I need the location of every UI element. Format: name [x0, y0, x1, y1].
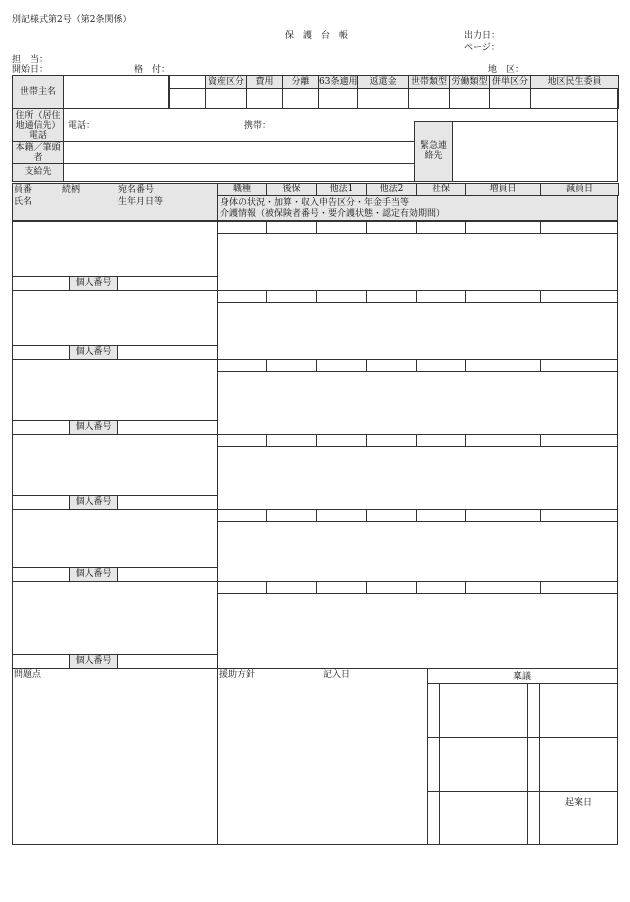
- member-detail-field[interactable]: [218, 303, 617, 358]
- member-cell[interactable]: [316, 581, 366, 593]
- household-head-label: 世帯主名: [12, 75, 64, 109]
- emergency-contact-label: 緊急連絡先: [414, 121, 453, 182]
- member-info-field[interactable]: [13, 360, 216, 419]
- member-detail-field[interactable]: [218, 372, 617, 433]
- member-cell[interactable]: [366, 434, 416, 446]
- member-cell[interactable]: [540, 221, 618, 233]
- personal-number-field[interactable]: [118, 496, 217, 509]
- household-column-header: 資産区分: [205, 75, 247, 89]
- member-cell[interactable]: [465, 221, 540, 233]
- personal-number-field[interactable]: [118, 568, 217, 581]
- emergency-contact-field[interactable]: [452, 121, 618, 182]
- household-column-value[interactable]: [489, 88, 531, 109]
- entry-date-label: 記入日: [323, 670, 351, 680]
- household-column-header: 地区民生委員: [530, 75, 619, 89]
- member-cell[interactable]: [366, 359, 416, 371]
- member-cell[interactable]: [266, 290, 316, 302]
- member-info-field[interactable]: [13, 582, 216, 653]
- member-no-label: 員番: [14, 185, 33, 195]
- member-column-header: 増員日: [465, 183, 541, 196]
- member-detail-field[interactable]: [218, 447, 617, 508]
- member-cell[interactable]: [465, 359, 540, 371]
- member-cell[interactable]: [366, 221, 416, 233]
- payment-label: 支給先: [12, 163, 64, 182]
- personal-number-label: 個人番号: [70, 655, 117, 668]
- relation-label: 続柄: [62, 185, 81, 195]
- start-date-label: 開始日：: [12, 65, 49, 75]
- draft-date-label: 起案日: [565, 798, 593, 808]
- member-column-header: 減員日: [540, 183, 619, 196]
- member-cell[interactable]: [366, 509, 416, 521]
- member-cell[interactable]: [266, 359, 316, 371]
- member-cell[interactable]: [316, 290, 366, 302]
- member-cell[interactable]: [540, 581, 618, 593]
- personal-number-label: 個人番号: [70, 568, 117, 581]
- household-column-header: 世帯類型: [408, 75, 450, 89]
- household-column-value[interactable]: [205, 88, 247, 109]
- member-cell[interactable]: [366, 290, 416, 302]
- member-cell[interactable]: [217, 290, 266, 302]
- household-column-value[interactable]: [318, 88, 358, 109]
- member-cell[interactable]: [465, 434, 540, 446]
- member-cell[interactable]: [540, 434, 618, 446]
- address-field[interactable]: [63, 108, 415, 142]
- personal-number-label: 個人番号: [70, 346, 117, 359]
- household-column-header: 分離: [282, 75, 319, 89]
- member-cell[interactable]: [540, 359, 618, 371]
- output-date-label: 出力日：: [464, 31, 501, 41]
- member-column-header: 他法2: [366, 183, 417, 196]
- member-cell[interactable]: [540, 290, 618, 302]
- member-cell[interactable]: [316, 359, 366, 371]
- member-cell[interactable]: [416, 581, 465, 593]
- household-column-header: 労働類型: [449, 75, 490, 89]
- grade-label: 格 付：: [134, 65, 171, 75]
- household-column-header: 63条適用: [319, 77, 358, 87]
- personal-number-field[interactable]: [118, 346, 217, 359]
- member-info-field[interactable]: [13, 435, 216, 494]
- member-cell[interactable]: [217, 359, 266, 371]
- issues-label: 問題点: [14, 670, 42, 680]
- birth-date-label: 生年月日等: [118, 197, 164, 207]
- member-cell[interactable]: [540, 509, 618, 521]
- household-column-value[interactable]: [408, 88, 450, 109]
- address-label: 住所（居住地通信先）電話: [12, 108, 64, 142]
- district-label: 地 区：: [488, 65, 525, 75]
- care-info-label: 介護情報（被保険者番号・要介護状態・認定有効期間）: [220, 209, 446, 219]
- household-column-header: 返還金: [357, 75, 409, 89]
- member-cell[interactable]: [416, 434, 465, 446]
- domicile-label: 本籍／筆頭者: [12, 141, 64, 164]
- name-label: 氏名: [14, 197, 33, 207]
- approval-label: 稟議: [513, 672, 532, 682]
- household-head-field[interactable]: [63, 75, 169, 109]
- household-column-value[interactable]: [282, 88, 319, 109]
- person-in-charge-label: 担 当：: [12, 55, 49, 65]
- household-column-value[interactable]: [530, 88, 619, 109]
- household-column-value[interactable]: [357, 88, 409, 109]
- member-cell[interactable]: [266, 434, 316, 446]
- approval-stamp-2[interactable]: [540, 684, 618, 737]
- member-cell[interactable]: [217, 509, 266, 521]
- household-column-header: 費用: [246, 75, 283, 89]
- personal-number-field[interactable]: [118, 277, 217, 290]
- personal-number-label: 個人番号: [70, 421, 117, 434]
- member-cell[interactable]: [316, 434, 366, 446]
- household-blank-value[interactable]: [169, 88, 206, 109]
- member-cell[interactable]: [217, 434, 266, 446]
- household-column-value[interactable]: [246, 88, 283, 109]
- member-cell[interactable]: [465, 290, 540, 302]
- approval-stamp-1[interactable]: [440, 684, 527, 737]
- member-cell[interactable]: [316, 221, 366, 233]
- personal-number-label: 個人番号: [70, 277, 117, 290]
- member-cell[interactable]: [266, 509, 316, 521]
- member-column-header: 他法1: [316, 183, 367, 196]
- member-column-header: 後保: [266, 183, 317, 196]
- member-cell[interactable]: [266, 221, 316, 233]
- personal-number-field[interactable]: [118, 421, 217, 434]
- member-cell[interactable]: [465, 509, 540, 521]
- page-title: 保 護 台 帳: [285, 31, 349, 41]
- household-column-header: 併単区分: [489, 75, 531, 89]
- address-number-label: 宛名番号: [118, 185, 155, 195]
- member-cell[interactable]: [316, 509, 366, 521]
- member-cell[interactable]: [416, 509, 465, 521]
- personal-number-field[interactable]: [118, 655, 217, 668]
- member-cell[interactable]: [217, 581, 266, 593]
- member-cell[interactable]: [416, 359, 465, 371]
- household-column-value[interactable]: [449, 88, 490, 109]
- member-cell[interactable]: [416, 221, 465, 233]
- member-cell[interactable]: [465, 581, 540, 593]
- member-detail-field[interactable]: [218, 234, 617, 289]
- support-policy-label: 援助方針: [219, 670, 256, 680]
- form-number: 別記様式第2号（第2条関係）: [12, 15, 132, 25]
- household-blank-header: [169, 75, 206, 89]
- member-cell[interactable]: [266, 581, 316, 593]
- domicile-field[interactable]: [63, 141, 415, 164]
- mobile-label: 携帯：: [244, 121, 272, 131]
- member-column-header: 社保: [416, 183, 466, 196]
- body-status-label: 身体の状況・加算・収入申告区分・年金手当等: [220, 198, 410, 208]
- member-cell[interactable]: [416, 290, 465, 302]
- payment-field[interactable]: [63, 163, 415, 182]
- member-info-field[interactable]: [13, 222, 216, 275]
- member-detail-field[interactable]: [218, 522, 617, 580]
- member-cell[interactable]: [217, 221, 266, 233]
- member-column-header: 職種: [217, 183, 267, 196]
- personal-number-label: 個人番号: [70, 496, 117, 509]
- member-detail-field[interactable]: [218, 594, 617, 667]
- member-cell[interactable]: [366, 581, 416, 593]
- member-info-field[interactable]: [13, 291, 216, 344]
- member-info-field[interactable]: [13, 510, 216, 566]
- page-number-label: ページ：: [464, 43, 500, 53]
- phone-label: 電話：: [68, 121, 96, 131]
